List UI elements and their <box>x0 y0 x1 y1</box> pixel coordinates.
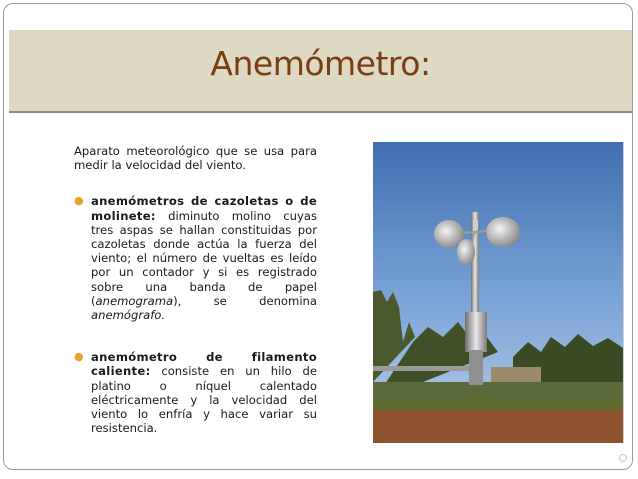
bullet-dot-icon: ● <box>74 350 84 364</box>
bullet-italic-term: anemógrafo. <box>91 308 166 323</box>
slide <box>3 3 633 470</box>
bullet-dot-icon: ● <box>74 194 84 208</box>
bullet-hot-wire-anemometer <box>74 350 317 435</box>
slide-title: Anemómetro: <box>210 44 431 83</box>
text-column <box>74 144 317 435</box>
bullet-text: ), se denomina <box>173 293 317 308</box>
bullet-cup-anemometer <box>74 194 317 322</box>
anemometer-photo <box>373 142 624 443</box>
bullet-term: anemómetro de filamento caliente: <box>91 350 317 379</box>
bullet-term: anemómetros de cazoletas o de molinete: <box>91 194 317 223</box>
bullet-italic-term: anemograma <box>95 293 174 308</box>
intro-paragraph: Aparato meteorológico que se usa para medir la velocidad del viento. <box>74 144 317 173</box>
title-divider <box>9 111 632 113</box>
bullet-text: diminuto molino cuyas tres aspas se hallan constituidas por cazoletas donde actúa la fuerza del viento; el número de vueltas es leído por un contador y si es registrado sobre una banda de papel ( <box>91 208 317 308</box>
slide-corner-mark <box>619 454 627 462</box>
bullet-text: consiste en un hilo de platino o níquel calentado eléctricamente y la velocidad del viento lo enfría y hace variar su resistencia. <box>91 364 317 436</box>
title-band <box>9 30 632 111</box>
